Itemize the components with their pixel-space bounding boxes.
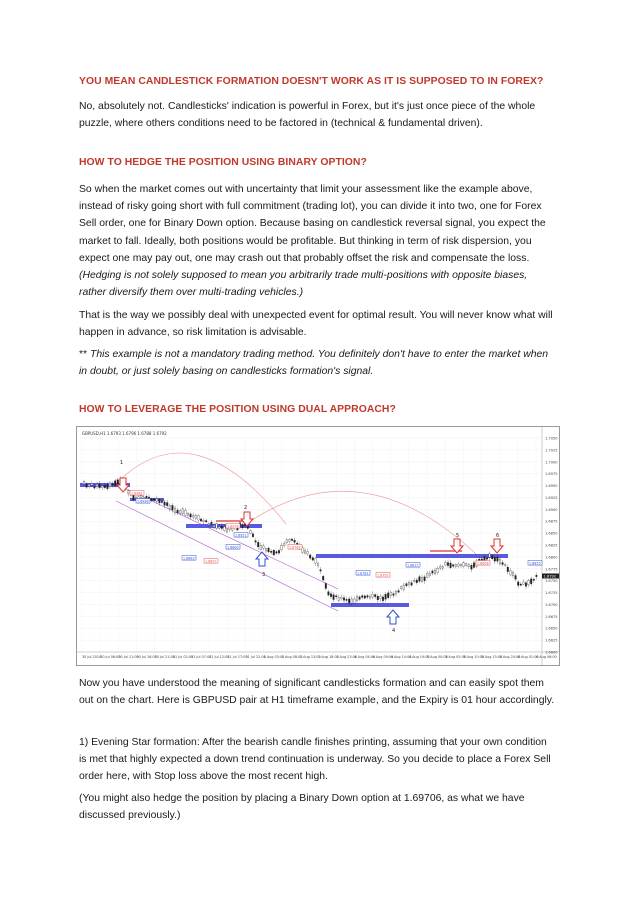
y-tick-label: 1.6800: [545, 555, 558, 560]
x-tick-label: 4 Aug 04:00: [354, 655, 376, 659]
gbpusd-chart: [76, 426, 560, 666]
candle-body: [208, 523, 210, 525]
paragraph-disclaimer: [79, 346, 557, 380]
candle-body: [497, 557, 499, 562]
y-tick-label: 1.7025: [545, 448, 558, 453]
candle-body: [101, 486, 103, 488]
candle-body: [450, 563, 452, 568]
paragraph-evening-star: 1) Evening Star formation: After the bearish candle finishes printing, assuming that your own condition is met that highly expected a down trend continuation is underway. So you decide to place a Forex Sell order here, with Stop loss above the most recent high.: [79, 737, 551, 783]
candle-body: [211, 522, 213, 524]
price-label: 1.6795: [377, 573, 389, 578]
candle-body: [268, 548, 270, 552]
x-tick-label: 30 Jul 06:00: [100, 655, 121, 659]
candle-body: [94, 486, 96, 488]
candle-body: [523, 582, 525, 584]
candle-body: [406, 584, 408, 586]
paragraph-binary-down: (You might also hedge the position by placing a Binary Down option at 1.69706, as what we have discussed previously.): [79, 793, 525, 822]
candle-body: [169, 505, 171, 508]
candle-body: [374, 595, 376, 597]
candle-body: [517, 582, 519, 586]
candle-body: [270, 551, 272, 552]
candle-body: [432, 571, 434, 573]
disclaimer-text: This example is not a mandatory trading method. You definitely don't have to enter the market when in doubt, or just solely basing on candlesticks formation's signal.: [79, 349, 549, 378]
candle-body: [335, 596, 337, 597]
candle-body: [424, 577, 426, 581]
heading-leverage-dual: HOW TO LEVERAGE THE POSITION USING DUAL APPROACH?: [79, 404, 396, 415]
candle-body: [198, 515, 200, 520]
candle-body: [312, 558, 314, 561]
heading-hedge-binary: HOW TO HEDGE THE POSITION USING BINARY OPTION?: [79, 157, 367, 168]
candle-body: [491, 555, 493, 558]
candle-body: [377, 596, 379, 600]
price-label: 1.6762: [289, 545, 301, 550]
candle-body: [359, 597, 361, 600]
candle-body: [429, 573, 431, 575]
candle-body: [88, 484, 90, 486]
candle-body: [520, 584, 522, 585]
candle-body: [390, 592, 392, 596]
candle-body: [354, 599, 356, 603]
x-tick-label: 31 Jul 02:00: [172, 655, 194, 659]
y-tick-label: 1.6925: [545, 495, 558, 500]
candle-body: [192, 515, 194, 517]
candle-body: [195, 516, 197, 519]
candle-body: [382, 597, 384, 601]
y-tick-label: 1.6725: [545, 591, 558, 596]
candle-body: [439, 566, 441, 568]
x-tick-label: 30 Jul 2014: [82, 655, 102, 659]
candle-body: [338, 597, 340, 600]
candle-body: [533, 579, 535, 580]
candle-body: [356, 596, 358, 600]
candle-body: [473, 563, 475, 568]
candle-body: [151, 499, 153, 501]
candle-body: [328, 592, 330, 595]
x-tick-label: 31 Jul 22:00: [245, 655, 266, 659]
candle-body: [91, 483, 93, 485]
paragraph-hedging-note: (Hedging is not solely supposed to mean you arbitrarily trade multi-positions with opposite biases, rather diversify them over multi-trading vehicles.): [79, 270, 528, 299]
candle-body: [153, 499, 155, 500]
candle-body: [460, 565, 462, 566]
y-tick-label: 1.6750: [545, 579, 558, 584]
candle-body: [109, 483, 111, 487]
x-tick-label: 31 Jul 12:00: [209, 655, 230, 659]
x-tick-label: 4 Aug 09:00: [372, 655, 394, 659]
candle-body: [395, 591, 397, 594]
marker-5: 5: [456, 533, 460, 539]
y-tick-label: 1.7000: [545, 460, 558, 465]
candle-body: [380, 596, 382, 598]
candle-body: [117, 480, 119, 484]
x-tick-label: 1 Aug 13:00: [299, 655, 321, 659]
candle-body: [205, 521, 207, 522]
candle-body: [99, 484, 101, 488]
candle-body: [512, 572, 514, 575]
candle-body: [185, 510, 187, 515]
y-tick-label: 1.6700: [545, 602, 558, 607]
candle-body: [494, 557, 496, 561]
y-tick-label: 1.7050: [545, 436, 558, 441]
candle-body: [273, 550, 275, 555]
candle-body: [104, 485, 106, 487]
candle-body: [315, 558, 317, 563]
x-tick-label: 5 Aug 20:00: [499, 655, 521, 659]
candle-body: [507, 567, 509, 571]
candle-body: [159, 499, 161, 503]
candle-body: [255, 541, 257, 542]
candle-body: [437, 568, 439, 572]
price-label: 1.6857: [205, 559, 217, 564]
candle-body: [260, 545, 262, 549]
marker-3: 3: [262, 572, 266, 578]
candle-body: [400, 587, 402, 589]
price-label: 1.6815: [407, 563, 419, 568]
candle-body: [226, 528, 228, 532]
candle-body: [465, 564, 467, 566]
y-tick-label: 1.6675: [545, 614, 558, 619]
y-tick-label: 1.6625: [545, 638, 558, 643]
disclaimer-prefix: **: [79, 349, 88, 360]
candle-body: [502, 563, 504, 565]
x-tick-label: 1 Aug 03:00: [263, 655, 285, 659]
candle-body: [434, 570, 436, 574]
candle-body: [398, 591, 400, 593]
marker-4: 4: [392, 628, 396, 634]
candle-body: [286, 540, 288, 543]
candle-body: [320, 570, 322, 571]
y-tick-label: 1.6775: [545, 567, 558, 572]
candle-body: [177, 510, 179, 513]
candle-body: [403, 585, 405, 590]
candle-body: [156, 498, 158, 501]
candle-body: [242, 525, 244, 527]
candle-body: [304, 550, 306, 553]
candle-body: [393, 594, 395, 596]
y-tick-label: 1.6850: [545, 531, 558, 536]
candle-body: [309, 555, 311, 558]
price-label: 1.6962: [131, 491, 143, 496]
candle-body: [525, 583, 527, 587]
candle-body: [463, 563, 465, 567]
candle-body: [289, 539, 291, 541]
candle-body: [426, 574, 428, 578]
candle-body: [489, 554, 491, 558]
candle-body: [486, 558, 488, 560]
y-tick-label: 1.6975: [545, 472, 558, 477]
candle-body: [317, 563, 319, 565]
candle-body: [221, 526, 223, 528]
candle-body: [325, 583, 327, 588]
paragraph-gbpusd-example: Now you have understood the meaning of significant candlesticks formation and can easily spot them out on the chart. Here is GBPUSD pair at H1 timeframe example, and the Expiry is 01 hour accordingly.: [79, 678, 555, 707]
x-tick-label: 5 Aug 15:00: [481, 655, 503, 659]
x-tick-label: 4 Aug 19:00: [408, 655, 430, 659]
price-label: 1.6800: [227, 545, 239, 550]
candle-body: [112, 484, 114, 485]
candle-body: [411, 583, 413, 585]
candle-body: [86, 484, 88, 487]
candle-body: [161, 501, 163, 502]
candle-body: [291, 539, 293, 540]
x-tick-label: 5 Aug 05:00: [445, 655, 466, 659]
candle-body: [294, 540, 296, 542]
candle-body: [127, 491, 129, 494]
marker-2: 2: [244, 505, 248, 511]
candle-body: [83, 481, 85, 484]
candle-body: [166, 503, 168, 506]
candle-body: [263, 546, 265, 548]
candle-body: [343, 598, 345, 601]
zone-5: [331, 603, 409, 607]
y-tick-label: 1.6825: [545, 543, 558, 548]
candle-body: [140, 496, 142, 498]
candle-body: [296, 543, 298, 544]
candle-body: [445, 562, 447, 565]
x-tick-label: 6 Aug 06:00: [536, 655, 557, 659]
chart-title: GBPUSD,H1 1.6793 1.6796 1.6788 1.6792: [82, 431, 167, 436]
candle-body: [351, 599, 353, 603]
candle-body: [528, 580, 530, 585]
candle-body: [421, 578, 423, 582]
candle-body: [372, 594, 374, 597]
candle-body: [468, 565, 470, 567]
price-label: 1.6781: [357, 571, 369, 576]
y-tick-label: 1.6875: [545, 519, 558, 524]
x-tick-label: 5 Aug 00:00: [427, 655, 448, 659]
x-tick-label: 30 Jul 21:00: [154, 655, 175, 659]
marker-6: 6: [496, 533, 500, 539]
candle-body: [247, 526, 249, 528]
candle-body: [408, 582, 410, 584]
candle-body: [458, 564, 460, 566]
candle-body: [200, 519, 202, 521]
candle-body: [536, 575, 538, 576]
candle-body: [107, 484, 109, 489]
candle-body: [164, 502, 166, 505]
candle-body: [348, 599, 350, 603]
candle-body: [330, 594, 332, 597]
candle-body: [530, 579, 532, 584]
price-label: 1.6951: [235, 533, 247, 538]
candle-body: [447, 563, 449, 566]
candle-body: [515, 575, 517, 579]
x-tick-label: 1 Aug 23:00: [336, 655, 357, 659]
candle-body: [265, 549, 267, 551]
candle-body: [203, 520, 205, 521]
candle-body: [455, 564, 457, 566]
price-label: 1.6855: [529, 561, 541, 566]
candle-body: [224, 527, 226, 531]
candle-body: [387, 593, 389, 598]
candle-body: [504, 564, 506, 566]
x-tick-label: 30 Jul 11:00: [118, 655, 139, 659]
candle-body: [252, 534, 254, 537]
candle-body: [283, 544, 285, 546]
current-price-label: 1.6792: [543, 574, 557, 579]
candle-body: [346, 599, 348, 600]
marker-1: 1: [120, 460, 124, 466]
paragraph-intro: No, absolutely not. Candlesticks' indication is powerful in Forex, but it's just once piece of the whole puzzle, where others conditions need to be factored in (technical & fundamental driven).: [79, 101, 536, 130]
candle-body: [361, 596, 363, 598]
candle-body: [369, 597, 371, 598]
candle-body: [179, 511, 181, 514]
candle-body: [187, 513, 189, 515]
x-axis: [82, 655, 557, 659]
candle-body: [510, 571, 512, 575]
y-tick-label: 1.6600: [545, 650, 558, 655]
price-label: 1.6883: [183, 556, 195, 561]
candle-body: [333, 595, 335, 600]
y-tick-label: 1.6650: [545, 626, 558, 631]
x-tick-label: 1 Aug 18:00: [318, 655, 339, 659]
price-label: 1.6978: [227, 524, 239, 529]
candle-body: [174, 508, 176, 513]
x-tick-label: 5 Aug 10:00: [463, 655, 485, 659]
candle-body: [385, 594, 387, 599]
candle-body: [471, 565, 473, 569]
candle-body: [216, 524, 218, 529]
candle-body: [341, 597, 343, 599]
candle-body: [281, 545, 283, 550]
candle-body: [182, 509, 184, 514]
candle-body: [419, 577, 421, 582]
candle-body: [416, 580, 418, 583]
candle-body: [307, 551, 309, 554]
x-tick-label: 4 Aug 14:00: [390, 655, 412, 659]
candle-body: [276, 552, 278, 554]
candle-body: [367, 596, 369, 598]
y-tick-label: 1.6950: [545, 484, 558, 489]
x-tick-label: 1 Aug 08:00: [281, 655, 303, 659]
candle-body: [278, 550, 280, 553]
price-label: 1.6808: [477, 561, 489, 566]
x-tick-label: 31 Jul 17:00: [227, 655, 248, 659]
candle-body: [133, 495, 135, 500]
candle-body: [322, 576, 324, 580]
paragraph-hedge: So when the market comes out with uncertainty that limit your assessment like the example above, instead of risky going short with full commitment (trading lot), you can divide it into two, one for Forex Sell order, one for Binary Down option. Because basing on candlestick reversal signal, you expect the market to fall. Ideally, both positions would be profitable. But thinking in term of risk dispersion, you expect one may pay out, one may crash out that probably offset the risk and compensate the loss.: [79, 184, 546, 264]
candle-body: [190, 514, 192, 517]
paragraph-unexpected-event: That is the way we possibly deal with unexpected event for optimal result. You will never know what will happen in advance, so risk limitation is advisable.: [79, 310, 553, 339]
candle-body: [413, 580, 415, 582]
candle-body: [218, 527, 220, 529]
x-tick-label: 30 Jul 16:00: [136, 655, 157, 659]
candle-body: [172, 505, 174, 510]
x-tick-label: 31 Jul 07:00: [190, 655, 212, 659]
candle-body: [452, 565, 454, 566]
candle-body: [442, 567, 444, 568]
candle-body: [364, 596, 366, 598]
x-tick-label: 6 Aug 01:00: [517, 655, 539, 659]
y-tick-label: 1.6900: [545, 507, 558, 512]
heading-candlestick-forex: YOU MEAN CANDLESTICK FORMATION DOESN'T WORK AS IT IS SUPPOSED TO IN FOREX?: [79, 76, 544, 87]
candle-body: [250, 530, 252, 533]
candle-body: [213, 525, 215, 527]
candle-body: [499, 559, 501, 563]
price-label: 1.6998: [137, 499, 149, 504]
candle-body: [114, 481, 116, 486]
candle-body: [96, 484, 98, 487]
candle-body: [257, 542, 259, 546]
